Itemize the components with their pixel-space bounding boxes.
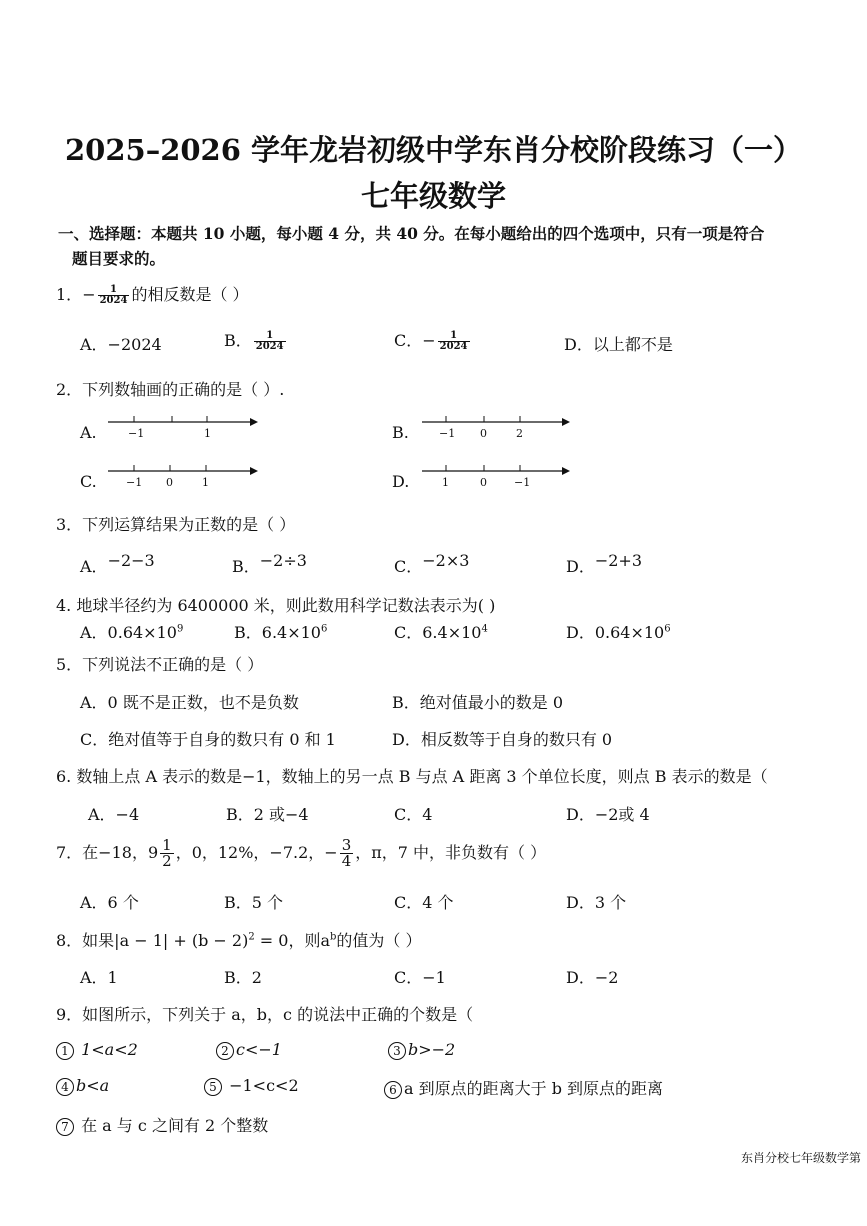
question-2: 2．下列数轴画的正确的是（ ）. [56, 380, 285, 399]
q5-option-b: B．绝对值最小的数是 0 [392, 693, 564, 712]
q7-option-c: C．4 个 [394, 893, 454, 912]
tick-label: 1 [204, 427, 211, 440]
question-8: 8．如果$|a - 1| + (b - 2)^2 = 0$，则$a^b$的值为（ ） [56, 931, 422, 950]
q3-option-a: A．−2−3 [80, 551, 155, 576]
question-7: 7．在−18，9 $\frac{1}{2}$ ，0，12%，−7.2，− $\frac{3}{4}$ ，π，7 中，非负数有（ ） [56, 836, 547, 870]
tick-label: 1 [202, 476, 209, 489]
q2-numberline-b [418, 410, 578, 440]
question-9: 9．如图所示，下列关于 a，b，c 的说法中正确的个数是（ [56, 1005, 474, 1024]
q1-option-b: B． $\frac{1}{2024}$ [224, 330, 284, 352]
q6-option-c: C．4 [394, 805, 433, 824]
q8-option-c: C．−1 [394, 968, 446, 987]
q2-numberline-c [104, 459, 264, 489]
tick-label: 1 [442, 476, 449, 489]
q9-statement-4: 4 b<a [56, 1076, 109, 1096]
q2-numberline-a [104, 410, 264, 440]
q9-statement-2: 2 c<−1 [216, 1040, 282, 1060]
q1-option-a: A．−2024 [80, 335, 162, 354]
tick-label: 2 [516, 427, 523, 440]
q2-option-a-label: A. [80, 423, 97, 442]
page-title: 2025–2026 学年龙岩初级中学东肖分校阶段练习（一） [64, 133, 803, 167]
q4-option-d: D．$0.64\times 10^6$ [566, 623, 671, 642]
q9-statement-5: 5 −1<c<2 [204, 1076, 299, 1096]
q6-option-b: B．2 或−4 [226, 805, 309, 824]
section-heading-line1: 一、选择题：本题共 10 小题，每小题 4 分，共 40 分。在每小题给出的四个选项中，只有一项是符合 [58, 224, 765, 243]
q8-option-b: B．2 [224, 968, 262, 987]
tick-label: −1 [439, 427, 456, 440]
question-1: 1．− $\frac{1}{2024}$ 的相反数是（ ） [56, 284, 249, 306]
q5-option-d: D．相反数等于自身的数只有 0 [392, 730, 613, 749]
q1-option-c: C．− $\frac{1}{2024}$ [394, 330, 468, 352]
question-4: 4. 地球半径约为 6400000 米，则此数用科学记数法表示为( ) [56, 596, 496, 615]
fraction: $\frac{1}{2024}$ [99, 284, 128, 306]
q2-option-c-label: C. [80, 472, 97, 491]
q6-option-a: A．−4 [88, 805, 140, 824]
page-subtitle: 七年级数学 [360, 179, 506, 213]
question-3: 3．下列运算结果为正数的是（ ） [56, 515, 296, 534]
tick-label: 0 [480, 476, 487, 489]
q3-option-d: D．−2+3 [566, 551, 643, 576]
q7-option-b: B．5 个 [224, 893, 284, 912]
q7-option-d: D．3 个 [566, 893, 627, 912]
question-6: 6. 数轴上点 A 表示的数是−1，数轴上的另一点 B 与点 A 距离 3 个单位长度，则点 B 表示的数是（ [56, 767, 768, 786]
q2-option-b-label: B. [392, 423, 409, 442]
q9-statement-1: 1 1<a<2 [56, 1040, 138, 1060]
q9-statement-6: 6 a 到原点的距离大于 b 到原点的距离 [384, 1076, 663, 1099]
q4-option-a: A．$0.64\times 10^9$ [80, 623, 184, 642]
tick-label: 0 [166, 476, 173, 489]
tick-label: −1 [126, 476, 143, 489]
q9-statement-3: 3 b>−2 [388, 1040, 455, 1060]
q1-option-d: D．以上都不是 [564, 335, 673, 354]
q9-statement-7: 7 在 a 与 c 之间有 2 个整数 [56, 1113, 268, 1136]
tick-label: −1 [514, 476, 531, 489]
q8-option-a: A．1 [80, 968, 118, 987]
page-footer: 东肖分校七年级数学第 [740, 1151, 861, 1165]
q5-option-c: C．绝对值等于自身的数只有 0 和 1 [80, 730, 336, 749]
question-5: 5．下列说法不正确的是（ ） [56, 655, 264, 674]
q2-option-d-label: D. [392, 472, 410, 491]
q4-option-c: C．$6.4\times 10^4$ [394, 623, 488, 642]
q5-option-a: A．0 既不是正数，也不是负数 [80, 693, 299, 712]
q8-option-d: D．−2 [566, 968, 619, 987]
q2-numberline-d [418, 459, 578, 489]
tick-label: −1 [128, 427, 145, 440]
q7-option-a: A．6 个 [80, 893, 139, 912]
q6-option-d: D．−2或 4 [566, 805, 650, 824]
q3-option-c: C．−2×3 [394, 551, 470, 576]
q4-option-b: B．$6.4\times 10^6$ [234, 623, 328, 642]
section-heading-line2: 题目要求的。 [72, 249, 166, 268]
q3-option-b: B．−2÷3 [232, 551, 307, 576]
tick-label: 0 [480, 427, 487, 440]
